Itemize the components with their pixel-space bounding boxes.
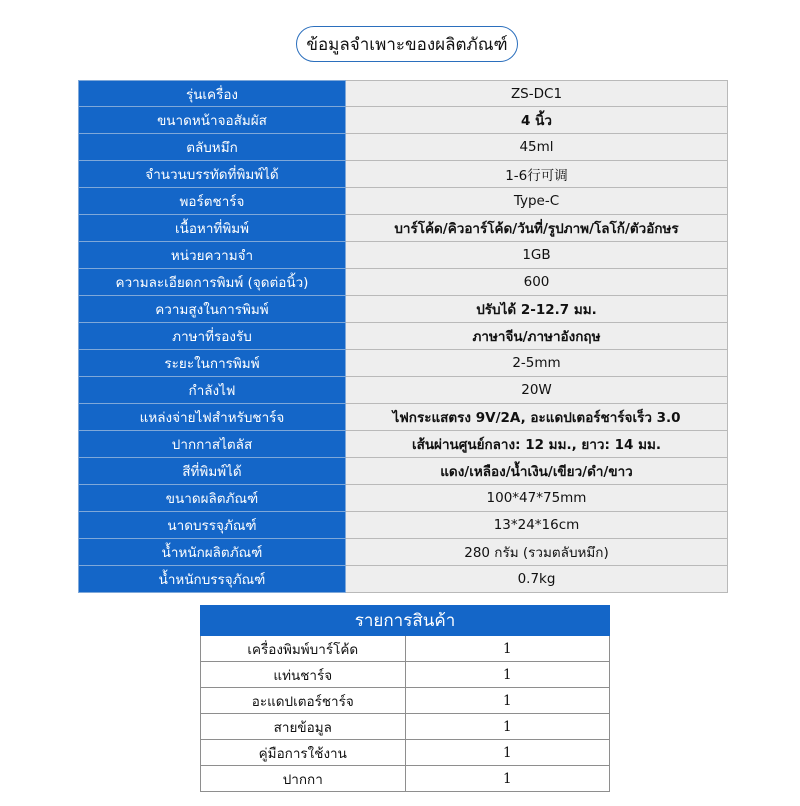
package-item-name: สายข้อมูล — [201, 714, 406, 740]
spec-value: 280 กรัม (รวมตลับหมึก) — [346, 539, 728, 566]
spec-row — [79, 485, 728, 512]
spec-value: Type-C — [346, 188, 728, 215]
spec-row — [79, 269, 728, 296]
spec-value: 100*47*75mm — [346, 485, 728, 512]
spec-row — [79, 431, 728, 458]
package-item-row — [201, 636, 610, 662]
package-item-qty: 1 — [405, 688, 610, 714]
spec-row — [79, 215, 728, 242]
spec-row — [79, 134, 728, 161]
spec-value: 2-5mm — [346, 350, 728, 377]
spec-label: สีที่พิมพ์ได้ — [79, 458, 346, 485]
spec-value: 0.7kg — [346, 566, 728, 593]
package-item-name: ปากกา — [201, 766, 406, 792]
spec-label: ความละเอียดการพิมพ์ (จุดต่อนิ้ว) — [79, 269, 346, 296]
package-list-table — [200, 605, 610, 792]
spec-value: แดง/เหลือง/น้ำเงิน/เขียว/ดำ/ขาว — [346, 458, 728, 485]
package-item-name: อะแดปเตอร์ชาร์จ — [201, 688, 406, 714]
spec-row — [79, 539, 728, 566]
package-item-row — [201, 662, 610, 688]
spec-row — [79, 512, 728, 539]
package-item-row — [201, 740, 610, 766]
spec-row — [79, 161, 728, 188]
spec-label: หน่วยความจำ — [79, 242, 346, 269]
spec-label: น้ำหนักผลิตภัณฑ์ — [79, 539, 346, 566]
spec-label: ระยะในการพิมพ์ — [79, 350, 346, 377]
package-item-row — [201, 714, 610, 740]
spec-label: ตลับหมึก — [79, 134, 346, 161]
spec-value: 20W — [346, 377, 728, 404]
package-item-name: แท่นชาร์จ — [201, 662, 406, 688]
spec-label: รุ่นเครื่อง — [79, 81, 346, 107]
spec-table — [78, 80, 728, 593]
spec-value: เส้นผ่านศูนย์กลาง: 12 มม., ยาว: 14 มม. — [346, 431, 728, 458]
spec-row — [79, 81, 728, 107]
spec-row — [79, 404, 728, 431]
spec-row — [79, 323, 728, 350]
spec-value: 45ml — [346, 134, 728, 161]
spec-value: 1-6行可调 — [346, 161, 728, 188]
spec-value: 1GB — [346, 242, 728, 269]
package-item-name: คู่มือการใช้งาน — [201, 740, 406, 766]
spec-label: นาดบรรจุภัณฑ์ — [79, 512, 346, 539]
spec-value: 600 — [346, 269, 728, 296]
spec-row — [79, 242, 728, 269]
spec-row — [79, 566, 728, 593]
package-item-name: เครื่องพิมพ์บาร์โค้ด — [201, 636, 406, 662]
page-title: ข้อมูลจำเพาะของผลิตภัณฑ์ — [296, 26, 518, 62]
spec-label: พอร์ตชาร์จ — [79, 188, 346, 215]
spec-label: ความสูงในการพิมพ์ — [79, 296, 346, 323]
spec-value: ปรับได้ 2-12.7 มม. — [346, 296, 728, 323]
spec-row — [79, 296, 728, 323]
package-item-qty: 1 — [405, 740, 610, 766]
spec-value: 13*24*16cm — [346, 512, 728, 539]
spec-row — [79, 188, 728, 215]
spec-label: ปากกาสไตลัส — [79, 431, 346, 458]
spec-label: จำนวนบรรทัดที่พิมพ์ได้ — [79, 161, 346, 188]
package-item-qty: 1 — [405, 662, 610, 688]
package-item-row — [201, 766, 610, 792]
spec-label: กำลังไฟ — [79, 377, 346, 404]
package-item-qty: 1 — [405, 636, 610, 662]
spec-label: แหล่งจ่ายไฟสำหรับชาร์จ — [79, 404, 346, 431]
spec-value: ภาษาจีน/ภาษาอังกฤษ — [346, 323, 728, 350]
spec-row — [79, 458, 728, 485]
package-item-qty: 1 — [405, 766, 610, 792]
package-item-qty: 1 — [405, 714, 610, 740]
spec-label: น้ำหนักบรรจุภัณฑ์ — [79, 566, 346, 593]
spec-label: เนื้อหาที่พิมพ์ — [79, 215, 346, 242]
spec-label: ขนาดหน้าจอสัมผัส — [79, 107, 346, 134]
spec-value: บาร์โค้ด/คิวอาร์โค้ด/วันที่/รูปภาพ/โลโก้/ตัวอักษร — [346, 215, 728, 242]
spec-label: ขนาดผลิตภัณฑ์ — [79, 485, 346, 512]
spec-label: ภาษาที่รองรับ — [79, 323, 346, 350]
spec-value: 4 นิ้ว — [346, 107, 728, 134]
package-item-row — [201, 688, 610, 714]
spec-value: ZS-DC1 — [346, 81, 728, 107]
spec-row — [79, 107, 728, 134]
spec-row — [79, 350, 728, 377]
package-list-header: รายการสินค้า — [201, 606, 610, 636]
spec-value: ไฟกระแสตรง 9V/2A, อะแดปเตอร์ชาร์จเร็ว 3.0 — [346, 404, 728, 431]
spec-row — [79, 377, 728, 404]
